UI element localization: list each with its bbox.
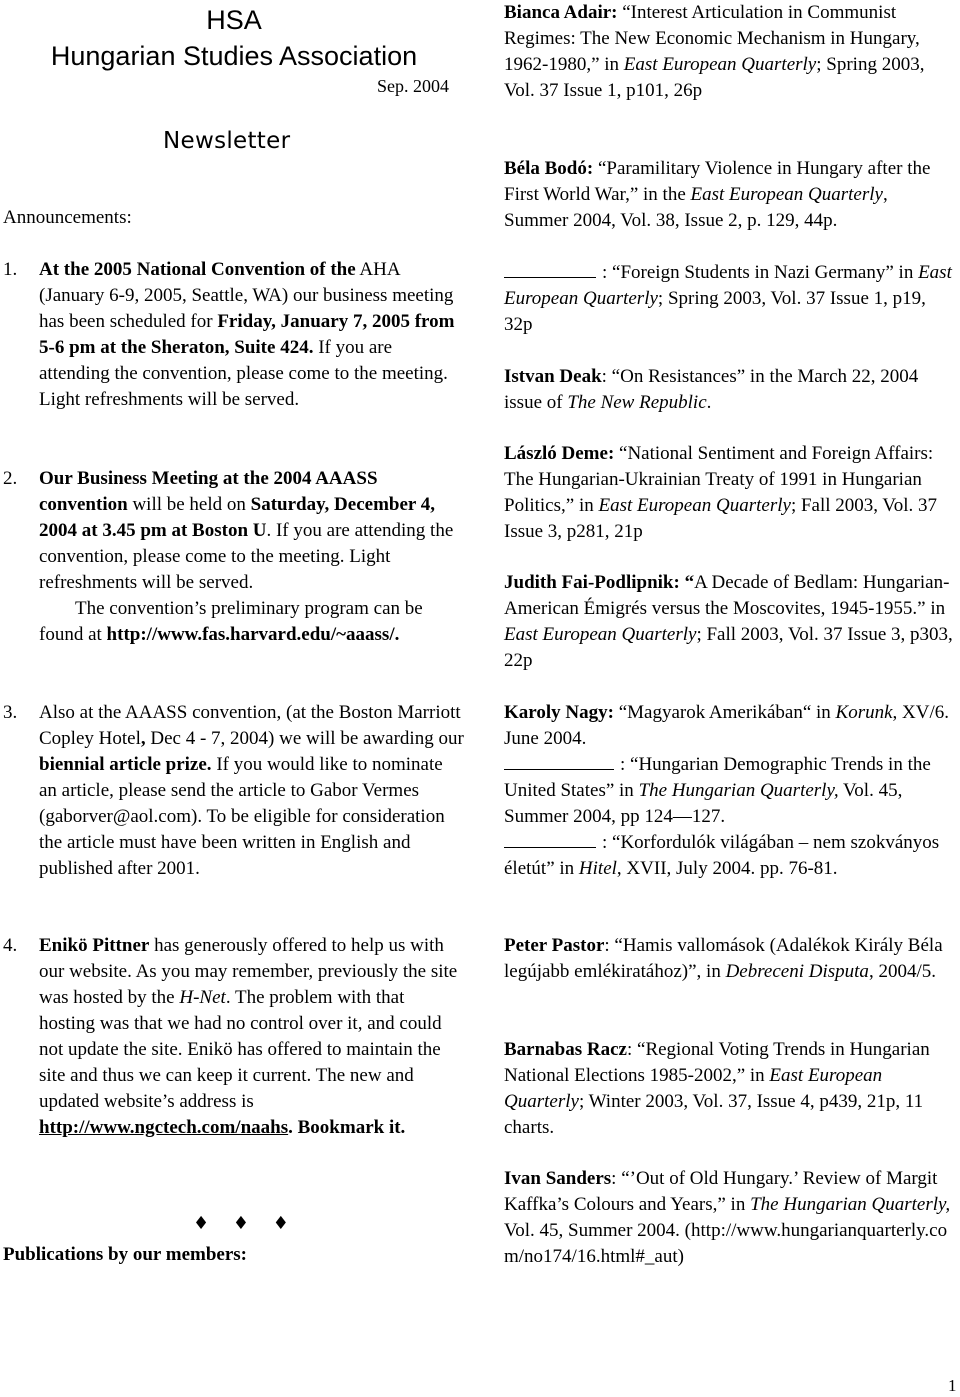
masthead-association: Hungarian Studies Association	[50, 41, 418, 71]
publication-journal: East European Quarterly	[504, 624, 697, 645]
item-text-mid: will be held on	[132, 494, 246, 515]
publication-author: Béla Bodó:	[504, 158, 594, 179]
item-text-bold-2: Saturday, December 4, 2004 at 3.45 pm at Boston U	[39, 494, 435, 541]
publication-tail: , Summer 2004, Vol. 38, Issue 2, p. 129, 44p.	[504, 184, 888, 231]
publication-tail: ; Winter 2003, Vol. 37, Issue 4, p439, 21p, 11 charts.	[504, 1091, 924, 1138]
masthead-title: HSA	[206, 5, 262, 35]
publication-tail: , XVII, July 2004. pp. 76-81.	[616, 858, 838, 879]
publication-entry	[504, 933, 956, 985]
publication-text: “Magyarok Amerikában“ in	[618, 702, 831, 723]
website-url-link[interactable]: http://www.ngctech.com/naahs	[39, 1117, 289, 1138]
item-text-bold: Our Business Meeting at the 2004 AAASS convention	[39, 468, 378, 515]
publication-entry	[504, 260, 956, 338]
item-text-3: If you are attending the convention, please come to the meeting. Light refreshments will be served.	[39, 337, 448, 410]
publication-text: : “On Resistances” in the March 22, 2004 issue of	[504, 366, 919, 413]
publication-author: Ivan Sanders	[504, 1168, 612, 1189]
program-url-link[interactable]: http://www.fas.harvard.edu/~aaass/.	[106, 624, 400, 645]
author-ditto-line	[504, 261, 596, 278]
newsletter-heading: Newsletter	[163, 128, 291, 154]
publication-entry	[504, 441, 956, 545]
publication-text: A Decade of Bedlam: Hungarian-American Émigrés versus the Moscovites, 1945-1955.” in	[504, 572, 950, 619]
publication-journal: The New Republic	[567, 392, 707, 413]
publication-author: Barnabas Racz	[504, 1039, 627, 1060]
item-text-2: Dec 4 - 7, 2004) we will be awarding our	[150, 728, 464, 749]
publication-tail: .	[706, 392, 712, 413]
publication-journal: The Hungarian Quarterly,	[750, 1194, 951, 1215]
announcement-item-1	[3, 257, 465, 413]
publications-heading: Publications by our members:	[3, 1244, 248, 1265]
program-prefix: The convention’s preliminary program can be found at	[39, 598, 423, 645]
publication-entry	[504, 1166, 956, 1270]
publication-journal: East European Quarterly	[504, 1065, 883, 1112]
diamond-divider-icon: ♦ ♦ ♦	[193, 1213, 298, 1234]
issue-date: Sep. 2004	[377, 76, 449, 96]
announcement-item-3	[3, 700, 465, 882]
item-period: .	[266, 520, 272, 541]
publication-text: : “Hamis vallomások (Adalékok Király Béla legújabb emlékiratához)”, in	[504, 935, 943, 982]
item-text-1: has generously offered to help us with our website. As you may remember, previously the site was hosted by the	[39, 935, 458, 1008]
publication-tail: Vol. 45, Summer 2004, pp 124—127.	[504, 780, 903, 827]
announcement-item-2	[3, 466, 465, 648]
item-text-1: Also at the AAASS convention, (at the Boston Marriott Copley Hotel	[39, 702, 461, 749]
item-bold-name: Enikö Pittner	[39, 935, 150, 956]
publication-text: “Interest Articulation in Communist Regimes: The New Economic Mechanism in Hungary, 1962-1980,” in	[504, 2, 920, 75]
publication-text: “Paramilitary Violence in Hungary after the First World War,” in the	[504, 158, 931, 205]
publication-tail: ; Spring 2003, Vol. 37 Issue 1, p19, 32p	[504, 288, 926, 335]
publication-text: : “’Out of Old Hungary.’ Review of Margit Kaffka’s Colours and Years,” in	[504, 1168, 938, 1215]
publication-text: “National Sentiment and Foreign Affairs: The Hungarian-Ukrainian Treaty of 1991 in Hungarian Politics,” in	[504, 443, 934, 516]
publication-tail: , 2004/5.	[868, 961, 936, 982]
publication-entry	[504, 752, 956, 830]
publication-journal: East European Quarterly	[623, 54, 817, 75]
publication-entry	[504, 830, 956, 882]
item-text: AHA (January 6-9, 2005, Seattle, WA) our business meeting has been scheduled for	[39, 259, 454, 332]
publication-tail: ; Spring 2003, Vol. 37 Issue 1, p101, 26p	[504, 54, 925, 101]
item-text-bold-2: biennial article prize.	[39, 754, 212, 775]
item-number: 1.	[3, 259, 18, 280]
publication-text: : “Regional Voting Trends in Hungarian National Elections 1985-2002,” in	[504, 1039, 930, 1086]
publication-entry	[504, 0, 956, 104]
page-number: 1	[948, 1376, 957, 1395]
item-text-3: If you would like to nominate an article, please send the article to Gabor Vermes (gaborver@aol.com). To be eligible for consideration the article must have been written in English and published after 2001.	[39, 754, 445, 879]
publication-tail: , XV/6. June 2004.	[504, 702, 950, 749]
publication-author: Istvan Deak	[504, 366, 602, 387]
publication-entry	[504, 364, 956, 416]
publication-entry	[504, 1037, 956, 1141]
item-text-3: If you are attending the convention, please come to the meeting. Light refreshments will be served.	[39, 520, 454, 593]
announcement-item-4	[3, 933, 465, 1141]
item-text-2: . The problem with that hosting was that we had no control over it, and could not update the site. Enikö has offered to maintain the site and thus we can keep it current. The new and updated website’s address is	[39, 987, 442, 1112]
publication-tail: Vol. 45, Summer 2004. (http://www.hungarianquarterly.com/no174/16.html#_aut)	[504, 1220, 948, 1267]
publication-quote: “	[684, 572, 695, 593]
publication-author: Judith Fai-Podlipnik:	[504, 572, 680, 593]
item-bold-tail: . Bookmark it.	[288, 1117, 406, 1138]
item-italic-1: H-Net	[179, 987, 226, 1008]
publication-entry	[504, 570, 956, 674]
publication-journal: The Hungarian Quarterly,	[638, 780, 839, 801]
item-number: 3.	[3, 702, 18, 723]
publication-journal: Debreceni Disputa	[725, 961, 869, 982]
publication-journal: East European Quarterly	[598, 495, 791, 516]
publication-tail: ; Fall 2003, Vol. 37 Issue 3, p281, 21p	[504, 495, 937, 542]
publication-author: Peter Pastor	[504, 935, 605, 956]
publication-author: László Deme:	[504, 443, 615, 464]
publication-text: : “Hungarian Demographic Trends in the United States” in	[504, 754, 931, 801]
publication-journal: East European Quarterly	[690, 184, 883, 205]
author-ditto-line	[504, 753, 614, 770]
publication-tail: ; Fall 2003, Vol. 37 Issue 3, p303, 22p	[504, 624, 953, 671]
announcements-heading: Announcements:	[3, 207, 132, 228]
publication-author: Karoly Nagy:	[504, 702, 614, 723]
publication-journal: Korunk	[835, 702, 893, 723]
publication-journal: Hitel	[578, 858, 617, 879]
item-number: 4.	[3, 935, 18, 956]
publication-text: : “Foreign Students in Nazi Germany” in	[602, 262, 914, 283]
item-bold-comma: ,	[140, 728, 146, 749]
author-ditto-line	[504, 831, 596, 848]
item-number: 2.	[3, 468, 18, 489]
publication-author: Bianca Adair:	[504, 2, 618, 23]
publication-entry	[504, 156, 956, 234]
publication-journal: East European Quarterly	[504, 262, 952, 309]
publication-entry	[504, 700, 956, 752]
item-text-bold-2: Friday, January 7, 2005 from 5-6 pm at the Sheraton, Suite 424.	[39, 311, 455, 358]
publication-text: : “Korfordulók világában – nem szokványos életút” in	[504, 832, 940, 879]
item-text-bold: At the 2005 National Convention of the	[39, 259, 356, 280]
